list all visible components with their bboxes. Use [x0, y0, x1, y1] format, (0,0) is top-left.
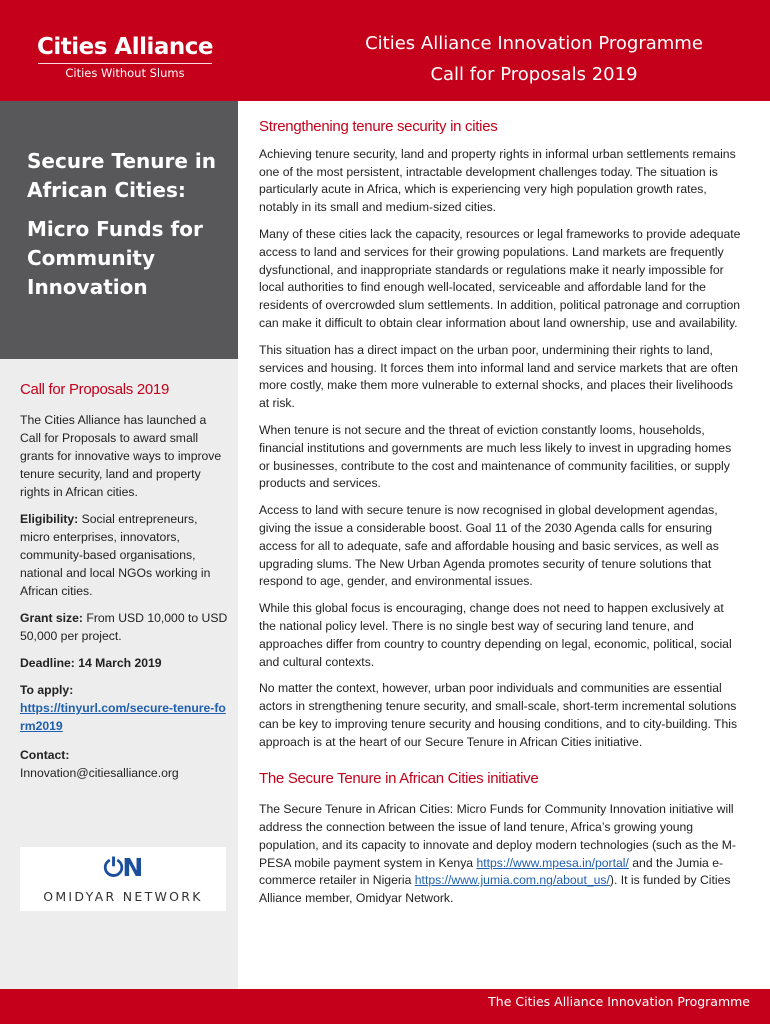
omidyar-network-logo [20, 847, 226, 911]
paragraph-5: Access to land with secure tenure is now recognised in global development agendas, giving the issue a considerable boost. Goal 11 of the 2030 Agenda calls for ensuring access for all to adequate, safe and affordable housing and basic services, as well as upgrading slums. The New Urban Agenda promotes security of tenure solutions that respond to age, gender, and environmental issues. [259, 503, 719, 589]
paragraph-2: Many of these cities lack the capacity, resources or legal frameworks to provide adequate access to land and services for their growing populations. Land markets are frequently dysfunctional, and inappropriate standards or regulations make it nearly impossible for local authorities to find enough well-located, serviceable and affordable land for the residents of overcrowded slum settlements. In addition, political patronage and corruption can make it difficult to obtain clear information about land ownership, use and availability. [259, 226, 741, 330]
mpesa-link[interactable]: https://www.mpesa.in/portal/ [476, 855, 629, 870]
eligibility-label: Eligibility: [20, 512, 79, 526]
page-footer [0, 989, 770, 1024]
main-content [259, 118, 741, 917]
contact [20, 746, 228, 782]
deadline [20, 654, 228, 672]
paragraph-8-part-b: and the Jumia e-commerce retailer in Nigeria [259, 855, 724, 888]
sidebar-title-line1: Secure Tenure in African Cities: [27, 149, 216, 202]
section-heading-tenure-security: Strengthening tenure security in cities [259, 118, 498, 135]
logo-name: Cities Alliance [36, 34, 214, 60]
header-title-line2: Call for Proposals 2019 [430, 64, 638, 85]
apply-link[interactable]: https://tinyurl.com/secure-tenure-form2019 [20, 701, 226, 733]
sidebar [0, 101, 238, 989]
header-title [324, 28, 744, 90]
call-intro: The Cities Alliance has launched a Call for Proposals to award small grants for innovative ways to improve tenure security, land and property rights in African cities. [20, 413, 222, 499]
logo-tagline: Cities Without Slums [65, 66, 185, 80]
page-header [0, 0, 770, 101]
grant-size [20, 609, 228, 645]
paragraph-8 [259, 801, 741, 908]
paragraph-3: This situation has a direct impact on the urban poor, undermining their rights to land, services and housing. It forces them into informal land and service markets that are often more costly, make them more vulnerable to external shocks, and places their livelihoods at risk. [259, 342, 738, 411]
sidebar-title [27, 147, 227, 312]
apply [20, 681, 228, 735]
omidyar-mark-icon: ⏻N [103, 853, 143, 882]
deadline-text: Deadline: 14 March 2019 [20, 656, 162, 670]
paragraph-8-part-a: The Secure Tenure in African Cities: Micro Funds for Community Innovation initiative will address the connection between the issue of land tenure, Africa’s growing young population, and its capacity to innovate and deploy modern technologies (such as the M-PESA mobile payment system in Kenya [259, 802, 736, 870]
footer-text: The Cities Alliance Innovation Programme [488, 994, 750, 1009]
paragraph-1: Achieving tenure security, land and property rights in informal urban settlements remains one of the most persistent, intractable development challenges today. The situation is particularly acute in Africa, which is experiencing very high population growth rates, notably in its small and medium-sized cities. [259, 146, 736, 215]
grant-label: Grant size: [20, 611, 83, 625]
apply-label: To apply: [20, 683, 74, 697]
contact-email: Innovation@citiesalliance.org [20, 766, 179, 780]
jumia-link[interactable]: https://www.jumia.com.ng/about_us/ [414, 873, 610, 888]
eligibility [20, 510, 228, 600]
grant-text: From USD 10,000 to USD 50,000 per project. [20, 611, 228, 643]
sidebar-title-panel [0, 101, 238, 359]
paragraph-4: When tenure is not secure and the threat of eviction constantly looms, households, financial institutions and governments are much less likely to invest in upgrading homes or businesses, contribute to the cost and maintenance of community facilities, or supply products and services. [259, 422, 732, 491]
header-title-line1: Cities Alliance Innovation Programme [365, 33, 703, 54]
call-heading: Call for Proposals 2019 [20, 381, 170, 398]
omidyar-wordmark: OMIDYAR NETWORK [43, 889, 203, 904]
paragraph-8-part-c: ). It is funded by Cities Alliance member, Omidyar Network. [259, 873, 731, 906]
sidebar-content [20, 381, 228, 791]
cities-alliance-logo [34, 34, 216, 80]
sidebar-title-line2: Micro Funds for Community Innovation [27, 217, 203, 299]
paragraph-6: While this global focus is encouraging, change does not need to happen exclusively at the national policy level. There is no single best way of securing land tenure, and approaches differ from country to country depending on legal, economic, political, social and cultural contexts. [259, 601, 732, 669]
logo-divider [38, 63, 212, 64]
paragraph-7: No matter the context, however, urban poor individuals and communities are essential actors in strengthening tenure security, and small-scale, short-term incremental solutions can be key to improving tenure security and housing conditions, and to city-building. This approach is at the heart of our Secure Tenure in African Cities initiative. [259, 681, 738, 749]
contact-label: Contact: [20, 748, 70, 762]
section-heading-initiative: The Secure Tenure in African Cities initiative [259, 769, 539, 787]
eligibility-text: Social entrepreneurs, micro enterprises, innovators, community-based organisations, national and local NGOs working in African cities. [20, 512, 211, 598]
